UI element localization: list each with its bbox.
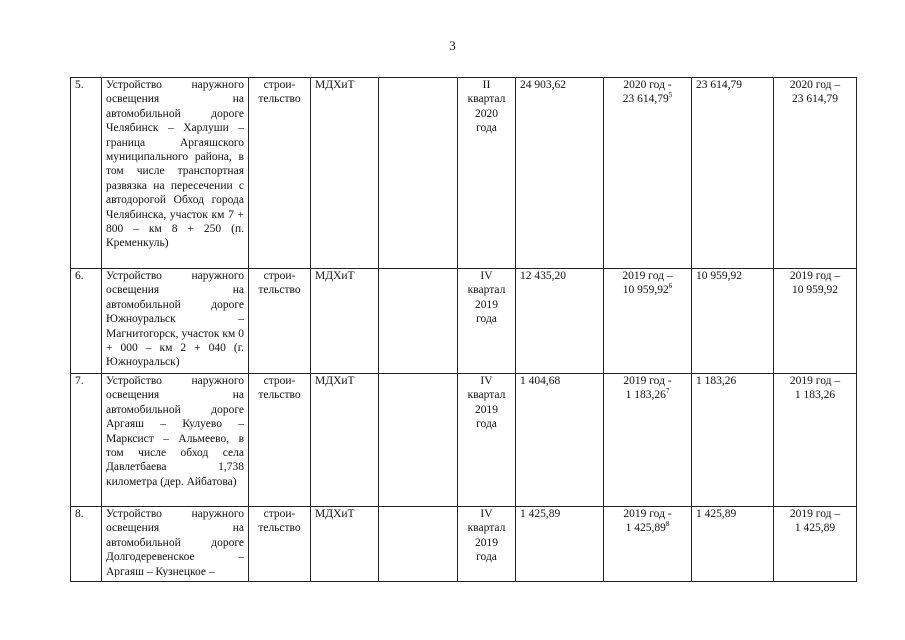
completion-term: IV квартал 2019 года <box>458 269 516 374</box>
table-row <box>71 78 857 269</box>
limit-amount: 10 959,92 <box>692 269 774 374</box>
footnote-mark: 6 <box>668 282 673 291</box>
responsible-org: МДХиТ <box>311 78 379 269</box>
empty-cell <box>379 78 458 269</box>
empty-cell <box>379 269 458 374</box>
footnote-mark: 8 <box>665 520 670 529</box>
planned-amount: 2019 год – 10 959,92 <box>774 269 857 374</box>
table-row <box>71 374 857 507</box>
empty-cell <box>379 374 458 507</box>
limit-amount: 23 614,79 <box>692 78 774 269</box>
completion-term: IV квартал 2019 года <box>458 507 516 582</box>
completion-term: IV квартал 2019 года <box>458 374 516 507</box>
object-description: Устройство наружного освещения на автомобильной дороге Долгодеревенское – Аргаяш – Кузнецкое – <box>102 507 249 582</box>
investment-table <box>70 77 857 582</box>
financing-amount: 2019 год - 1 425,89$^8$ <box>604 507 692 582</box>
footnote-mark: 7 <box>665 387 670 396</box>
row-number: 7. <box>71 374 102 507</box>
page-number: 3 <box>449 38 456 53</box>
row-number: 6. <box>71 269 102 374</box>
estimated-cost: 24 903,62 <box>516 78 604 269</box>
work-kind: строи- тельство <box>249 78 311 269</box>
work-kind: строи- тельство <box>249 374 311 507</box>
row-number: 8. <box>71 507 102 582</box>
estimated-cost: 1 404,68 <box>516 374 604 507</box>
planned-amount: 2020 год – 23 614,79 <box>774 78 857 269</box>
object-description: Устройство наружного освещения на автомобильной дороге Южноуральск – Магнитогорск, участок км 0 + 000 – км 2 + 040 (г. Южноуральск) <box>102 269 249 374</box>
financing-amount: 2020 год - 23 614,79$^5$ <box>604 78 692 269</box>
object-description: Устройство наружного освещения на автомобильной дороге Аргаяш – Кулуево – Марксист – Альмеево, в том числе обход села Давлетбаева 1,738 километра (дер. Айбатова) <box>102 374 249 507</box>
estimated-cost: 12 435,20 <box>516 269 604 374</box>
financing-amount: 2019 год - 1 183,26$^7$ <box>604 374 692 507</box>
table-row <box>71 269 857 374</box>
footnote-mark: 5 <box>668 91 673 100</box>
estimated-cost: 1 425,89 <box>516 507 604 582</box>
object-description: Устройство наружного освещения на автомобильной дороге Челябинск – Харлуши – граница Аргаяшского муниципального района, в том числе транспортная развязка на пересечении с автодорогой Обход города Челябинска, участок км 7 + 800 – км 8 + 250 (п. Кременкуль) <box>102 78 249 269</box>
responsible-org: МДХиТ <box>311 507 379 582</box>
planned-amount: 2019 год – 1 183,26 <box>774 374 857 507</box>
row-number: 5. <box>71 78 102 269</box>
limit-amount: 1 425,89 <box>692 507 774 582</box>
responsible-org: МДХиТ <box>311 374 379 507</box>
table-row <box>71 507 857 582</box>
responsible-org: МДХиТ <box>311 269 379 374</box>
limit-amount: 1 183,26 <box>692 374 774 507</box>
planned-amount: 2019 год – 1 425,89 <box>774 507 857 582</box>
work-kind: строи- тельство <box>249 269 311 374</box>
work-kind: строи- тельство <box>249 507 311 582</box>
financing-amount: 2019 год – 10 959,92$^6$ <box>604 269 692 374</box>
empty-cell <box>379 507 458 582</box>
completion-term: II квартал 2020 года <box>458 78 516 269</box>
